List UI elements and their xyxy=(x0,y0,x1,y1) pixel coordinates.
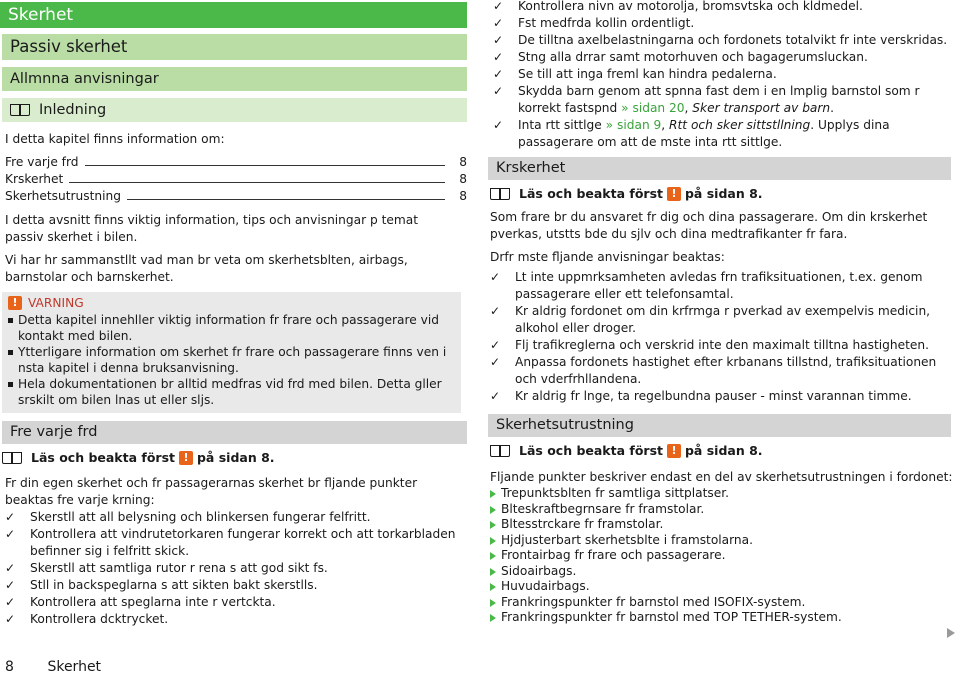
check-item: ✓ Kontrollera dcktrycket. xyxy=(5,611,470,628)
equipment-title: Skerhetsutrustning xyxy=(488,414,951,437)
driving-safety-title: Krskerhet xyxy=(488,157,951,180)
before-drive-checklist-continued xyxy=(488,0,953,151)
equipment-lead: Fljande punkter beskriver endast en del av skerhetsutrustningen i fordonet: xyxy=(490,470,953,484)
book-icon xyxy=(490,188,510,200)
page-footer xyxy=(5,659,101,675)
list-item: Frontairbag fr frare och passagerare. xyxy=(490,548,953,564)
intro-lead: I detta kapitel finns information om: xyxy=(5,132,225,146)
check-item: ✓ Lt inte uppmrksamheten avledas frn trafiksituationen, t.ex. genom passagerare eller ett telefonsamtal. xyxy=(490,269,955,303)
right-column xyxy=(488,0,953,626)
toc-entry[interactable]: Krskerhet 8 xyxy=(5,172,467,186)
before-drive-read-note: Läs och beakta först ! på sidan 8. xyxy=(2,448,470,468)
paragraph-topics: I detta avsnitt finns viktig information, tips och anvisningar p temat passiv skerhet i bilen. xyxy=(5,213,418,244)
book-icon xyxy=(2,452,22,464)
check-item: ✓ Skydda barn genom att spnna fast dem i en lmplig barnstol som r korrekt fastspnd » sidan 20, Sker transport av barn. xyxy=(493,83,958,117)
book-icon xyxy=(490,445,510,457)
warning-icon: ! xyxy=(667,444,681,458)
check-item: ✓ Anpassa fordonets hastighet efter krbanans tillstnd, trafiksituationen och vderfrhllandena. xyxy=(490,354,955,388)
warning-box xyxy=(2,292,461,413)
warning-header xyxy=(8,294,455,312)
driving-safety-checklist xyxy=(488,269,953,405)
before-drive-checklist xyxy=(0,509,470,628)
list-item: Trepunktsblten fr samtliga sittplatser. xyxy=(490,486,953,502)
list-item: Blteskraftbegrnsare fr framstolar. xyxy=(490,502,953,518)
chapter-title: Passiv skerhet xyxy=(2,34,467,60)
warning-title: VARNING xyxy=(28,296,84,310)
toc-entry[interactable]: Fre varje frd 8 xyxy=(5,155,467,169)
list-item: Hjdjusterbart skerhetsblte i framstolarna. xyxy=(490,533,953,549)
check-item: ✓ Skerstll att all belysning och blinkersen fungerar felfritt. xyxy=(5,509,470,526)
check-item: ✓ Stng alla drrar samt motorhuven och bagagerumsluckan. xyxy=(493,49,953,66)
driving-safety-lead: Drfr mste fljande anvisningar beaktas: xyxy=(490,250,725,264)
check-item: ✓ Skerstll att samtliga rutor r rena s att god sikt fs. xyxy=(5,560,470,577)
intro-heading xyxy=(2,98,467,122)
check-item: ✓ Inta rtt sittlge » sidan 9, Rtt och sker sittstllning. Upplys dina passagerare om att de mste inta rtt sittlge. xyxy=(493,117,938,151)
warning-item: Detta kapitel innehller viktig information fr frare och passagerare vid kontakt med bilen. xyxy=(8,312,455,344)
warning-icon: ! xyxy=(667,187,681,201)
intro-heading-label: Inledning xyxy=(39,102,107,118)
page-reference-link[interactable]: » sidan 20 xyxy=(621,101,685,115)
left-column xyxy=(0,0,470,628)
check-item: ✓ Kr aldrig fordonet om din krfrmga r pverkad av exempelvis medicin, alkohol eller droger. xyxy=(490,303,955,337)
list-item: Sidoairbags. xyxy=(490,564,953,580)
check-item: ✓ Kontrollera att vindrutetorkaren fungerar korrekt och att torkarbladen befinner sig i felfritt skick. xyxy=(5,526,460,560)
check-item: ✓ Kontrollera att speglarna inte r vertckta. xyxy=(5,594,470,611)
check-item: ✓ Stll in backspeglarna s att sikten bakt skerstlls. xyxy=(5,577,470,594)
check-item: ✓ Se till att inga freml kan hindra pedalerna. xyxy=(493,66,953,83)
check-item: ✓ Flj trafikreglerna och verskrid inte den maximalt tilltna hastigheten. xyxy=(490,337,953,354)
section-title: Skerhet xyxy=(0,2,467,28)
driving-safety-read-note: Läs och beakta först ! på sidan 8. xyxy=(490,184,953,204)
warning-item: Hela dokumentationen br alltid medfras vid frd med bilen. Detta gller srskilt om bilen lnas ut eller sljs. xyxy=(8,376,455,408)
page-number: 8 xyxy=(5,659,14,675)
list-item: Huvudairbags. xyxy=(490,579,953,595)
book-icon xyxy=(10,104,30,116)
equipment-read-note: Läs och beakta först ! på sidan 8. xyxy=(490,441,953,461)
paragraph-summary: Vi har hr sammanstllt vad man br veta om skerhetsblten, airbags, barnstolar och barnskerhet. xyxy=(5,253,408,284)
before-drive-title: Fre varje frd xyxy=(2,421,467,444)
list-item: Frankringspunkter fr barnstol med TOP TETHER-system. xyxy=(490,610,953,626)
warning-item: Ytterligare information om skerhet fr frare och passagerare finns ven i nsta kapitel i denna bruksanvisning. xyxy=(8,344,455,376)
check-item: ✓ Kontrollera nivn av motorolja, bromsvtska och kldmedel. xyxy=(493,0,953,15)
list-item: Frankringspunkter fr barnstol med ISOFIX-system. xyxy=(490,595,953,611)
toc-list xyxy=(0,154,470,205)
toc-entry[interactable]: Skerhetsutrustning 8 xyxy=(5,189,467,203)
check-item: ✓ Kr aldrig fr lnge, ta regelbundna pauser - minst varannan timme. xyxy=(490,388,953,405)
footer-section: Skerhet xyxy=(47,659,102,675)
warning-icon: ! xyxy=(8,296,22,310)
next-page-arrow-icon[interactable] xyxy=(947,628,955,638)
equipment-list xyxy=(488,486,953,626)
driving-safety-paragraph: Som frare br du ansvaret fr dig och dina passagerare. Om din krskerhet pverkas, utstts bde du sjlv och dina medtrafikanter fr fara. xyxy=(490,210,928,241)
warning-icon: ! xyxy=(179,451,193,465)
check-item: ✓ De tilltna axelbelastningarna och fordonets totalvikt fr inte verskridas. xyxy=(493,32,953,49)
list-item: Bltesstrckare fr framstolar. xyxy=(490,517,953,533)
subchapter-title: Allmnna anvisningar xyxy=(2,67,467,91)
before-drive-lead: Fr din egen skerhet och fr passagerarnas skerhet br fljande punkter beaktas fre varje krning: xyxy=(5,476,418,507)
page-reference-link[interactable]: » sidan 9 xyxy=(605,118,662,132)
check-item: ✓ Fst medfrda kollin ordentligt. xyxy=(493,15,953,32)
